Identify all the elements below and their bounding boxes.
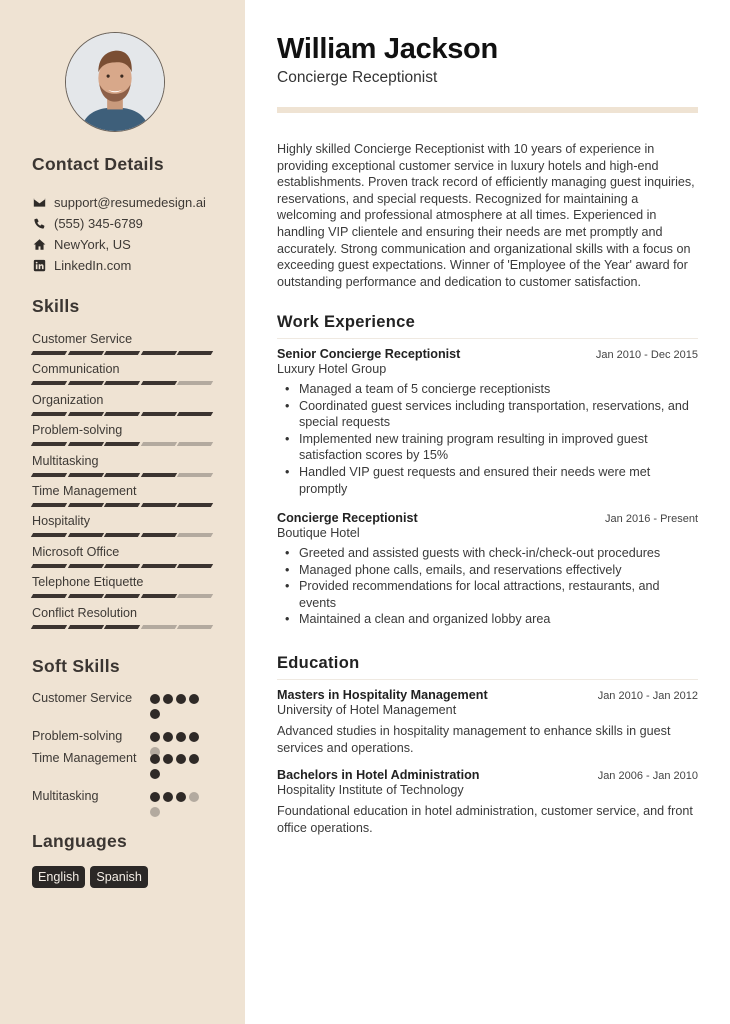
rating-dot	[163, 694, 173, 704]
rating-segment	[141, 503, 177, 507]
languages-heading: Languages	[32, 831, 128, 851]
work-entry	[277, 511, 698, 628]
skill-name: Communication	[32, 362, 120, 377]
education-description: Advanced studies in hospitality management to enhance skills in guest services and operations.	[277, 724, 671, 755]
rating-dot	[150, 732, 160, 742]
contact-location-text: NewYork, US	[54, 237, 131, 252]
contact-location	[32, 234, 206, 255]
job-bullet: • Maintained a clean and organized lobby area	[299, 611, 698, 628]
soft-skills-heading: Soft Skills	[32, 656, 120, 676]
rating-segment	[177, 564, 213, 568]
rating-segment	[31, 594, 67, 598]
job-bullet: • Coordinated guest services including transportation, reservations, and special requests	[299, 398, 698, 431]
rating-segment	[177, 381, 213, 385]
rating-dot	[176, 792, 186, 802]
education-entry	[277, 768, 698, 837]
skill-item	[32, 483, 212, 513]
skill-item	[32, 513, 212, 543]
rating-segment	[141, 442, 177, 446]
company-name: Boutique Hotel	[277, 526, 360, 540]
skill-name: Problem-solving	[32, 423, 123, 438]
job-bullet: • Handled VIP guest requests and ensured their needs were met promptly	[299, 464, 698, 497]
rating-segment	[141, 594, 177, 598]
rating-dot	[176, 754, 186, 764]
skill-rating-bar	[32, 412, 212, 416]
job-bullets	[277, 545, 698, 628]
rating-segment	[104, 533, 140, 537]
job-bullet: • Provided recommendations for local attractions, restaurants, and events	[299, 578, 698, 611]
soft-skill-item	[32, 690, 202, 719]
rating-segment	[177, 503, 213, 507]
skills-heading: Skills	[32, 296, 80, 316]
candidate-title: Concierge Receptionist	[277, 69, 438, 86]
work-experience-heading: Work Experience	[277, 313, 416, 331]
contact-list	[32, 192, 206, 276]
rating-segment	[67, 412, 103, 416]
contact-phone[interactable]	[32, 213, 206, 234]
sidebar	[0, 0, 245, 1024]
education-description: Foundational education in hotel administration, customer service, and front office operations.	[277, 804, 693, 835]
home-icon	[32, 238, 46, 252]
rating-dot	[150, 769, 160, 779]
rating-segment	[31, 381, 67, 385]
skill-name: Customer Service	[32, 332, 133, 346]
rating-dot	[150, 754, 160, 764]
job-dates: Jan 2010 - Dec 2015	[595, 349, 698, 361]
skill-name: Conflict Resolution	[32, 605, 137, 620]
rating-segment	[104, 381, 140, 385]
rating-dot	[163, 754, 173, 764]
soft-skill-item	[32, 750, 202, 779]
job-bullet: • Implemented new training program resulting in improved guest satisfaction scores by 15%	[299, 431, 698, 464]
skill-name: Telephone Etiquette	[32, 575, 144, 590]
job-bullet: • Managed phone calls, emails, and reservations effectively	[299, 562, 698, 579]
rating-segment	[141, 381, 177, 385]
rating-segment	[141, 625, 177, 629]
linkedin-icon	[32, 259, 46, 273]
soft-skill-name: Problem-solving	[32, 729, 123, 743]
company-name: Luxury Hotel Group	[277, 362, 387, 376]
skill-name: Hospitality	[32, 514, 91, 529]
rating-segment	[31, 564, 67, 568]
soft-skill-rating	[150, 788, 202, 817]
rating-dot	[163, 792, 173, 802]
education-dates: Jan 2010 - Jan 2012	[597, 690, 698, 702]
soft-skill-item	[32, 788, 202, 817]
rating-segment	[67, 503, 103, 507]
contact-linkedin-text: LinkedIn.com	[54, 258, 132, 273]
rating-segment	[31, 533, 67, 537]
rating-segment	[67, 533, 103, 537]
rating-dot	[176, 732, 186, 742]
skill-item	[32, 574, 212, 604]
rating-segment	[141, 564, 177, 568]
job-bullet: • Managed a team of 5 concierge receptionists	[299, 381, 698, 398]
rating-segment	[141, 533, 177, 537]
skill-rating-bar	[32, 533, 212, 537]
rating-segment	[67, 442, 103, 446]
skill-rating-bar	[32, 442, 212, 446]
skill-item	[32, 361, 212, 391]
languages-list	[32, 866, 148, 888]
rating-segment	[141, 351, 177, 355]
profile-summary: Highly skilled Concierge Receptionist with 10 years of experience in providing exceptional customer service in luxury hotels and high-end establishments. Proven track record of efficiently managing guest inquiries, reservations, and special requests. Recognized for maintaining a welcoming and professional atmosphere at all times. Experienced in handling VIP clientele and ensuring their needs are met promptly and accurately. Strong communication and organizational skills with a focus on exceeding guest expectations. Winner of 'Employee of the Year' award for outstanding performance and dedication to customer satisfaction.	[277, 142, 695, 289]
phone-icon	[32, 217, 46, 231]
job-title: Concierge Receptionist	[277, 511, 418, 525]
skill-item	[32, 392, 212, 422]
rating-segment	[104, 412, 140, 416]
language-badge: English	[32, 866, 85, 888]
education-dates: Jan 2006 - Jan 2010	[597, 770, 698, 782]
skill-rating-bar	[32, 503, 212, 507]
education-divider	[277, 679, 698, 680]
contact-phone-text: (555) 345-6789	[54, 216, 143, 231]
rating-dot	[150, 709, 160, 719]
rating-segment	[141, 473, 177, 477]
rating-dot	[150, 807, 160, 817]
skill-name: Organization	[32, 392, 104, 407]
school-name: Hospitality Institute of Technology	[277, 783, 464, 797]
rating-dot	[150, 694, 160, 704]
skill-name: Microsoft Office	[32, 544, 120, 559]
skill-rating-bar	[32, 351, 212, 355]
rating-segment	[177, 442, 213, 446]
education-heading: Education	[277, 654, 360, 672]
contact-linkedin[interactable]	[32, 255, 206, 276]
skills-list	[32, 331, 212, 635]
language-badge: Spanish	[90, 866, 148, 888]
skill-item	[32, 453, 212, 483]
rating-segment	[31, 473, 67, 477]
envelope-icon	[32, 196, 46, 210]
contact-email-text: support@resumedesign.ai	[54, 195, 206, 210]
skill-name: Time Management	[32, 483, 137, 498]
skill-item	[32, 331, 212, 361]
contact-email[interactable]	[32, 192, 206, 213]
work-divider	[277, 338, 698, 339]
rating-dot	[189, 694, 199, 704]
rating-segment	[31, 503, 67, 507]
degree-title: Bachelors in Hotel Administration	[277, 768, 480, 782]
rating-segment	[104, 442, 140, 446]
rating-dot	[176, 694, 186, 704]
soft-skill-name: Time Management	[32, 751, 137, 765]
soft-skill-name: Multitasking	[32, 789, 99, 803]
education-entry	[277, 688, 698, 757]
rating-segment	[67, 625, 103, 629]
rating-segment	[104, 625, 140, 629]
skill-rating-bar	[32, 625, 212, 629]
rating-segment	[67, 473, 103, 477]
soft-skill-rating	[150, 750, 202, 779]
rating-segment	[67, 351, 103, 355]
skill-rating-bar	[32, 381, 212, 385]
rating-segment	[177, 625, 213, 629]
rating-segment	[31, 351, 67, 355]
profile-photo	[66, 33, 164, 131]
rating-segment	[177, 594, 213, 598]
skill-rating-bar	[32, 594, 212, 598]
rating-segment	[177, 533, 213, 537]
skill-rating-bar	[32, 473, 212, 477]
skill-item	[32, 422, 212, 452]
rating-segment	[104, 473, 140, 477]
avatar	[65, 32, 165, 132]
soft-skill-rating	[150, 690, 202, 719]
soft-skill-name: Customer Service	[32, 691, 133, 705]
rating-segment	[104, 503, 140, 507]
degree-title: Masters in Hospitality Management	[277, 688, 488, 702]
rating-segment	[177, 351, 213, 355]
candidate-name: William Jackson	[277, 33, 498, 65]
rating-dot	[150, 792, 160, 802]
rating-segment	[67, 381, 103, 385]
rating-dot	[189, 792, 199, 802]
rating-segment	[67, 594, 103, 598]
rating-dot	[189, 732, 199, 742]
work-entry	[277, 347, 698, 497]
skill-item	[32, 544, 212, 574]
rating-segment	[177, 412, 213, 416]
job-bullets	[277, 381, 698, 497]
rating-segment	[31, 442, 67, 446]
rating-segment	[141, 412, 177, 416]
job-title: Senior Concierge Receptionist	[277, 347, 461, 361]
rating-segment	[67, 564, 103, 568]
job-bullet: • Greeted and assisted guests with check-in/check-out procedures	[299, 545, 698, 562]
rating-segment	[31, 412, 67, 416]
rating-segment	[104, 594, 140, 598]
job-dates: Jan 2016 - Present	[605, 513, 698, 525]
rating-dot	[163, 732, 173, 742]
skill-rating-bar	[32, 564, 212, 568]
rating-dot	[189, 754, 199, 764]
skill-item	[32, 605, 212, 635]
rating-segment	[104, 351, 140, 355]
skill-name: Multitasking	[32, 453, 99, 468]
rating-segment	[31, 625, 67, 629]
school-name: University of Hotel Management	[277, 703, 457, 717]
contact-heading: Contact Details	[32, 154, 164, 174]
header-divider	[277, 107, 698, 113]
rating-segment	[177, 473, 213, 477]
rating-segment	[104, 564, 140, 568]
